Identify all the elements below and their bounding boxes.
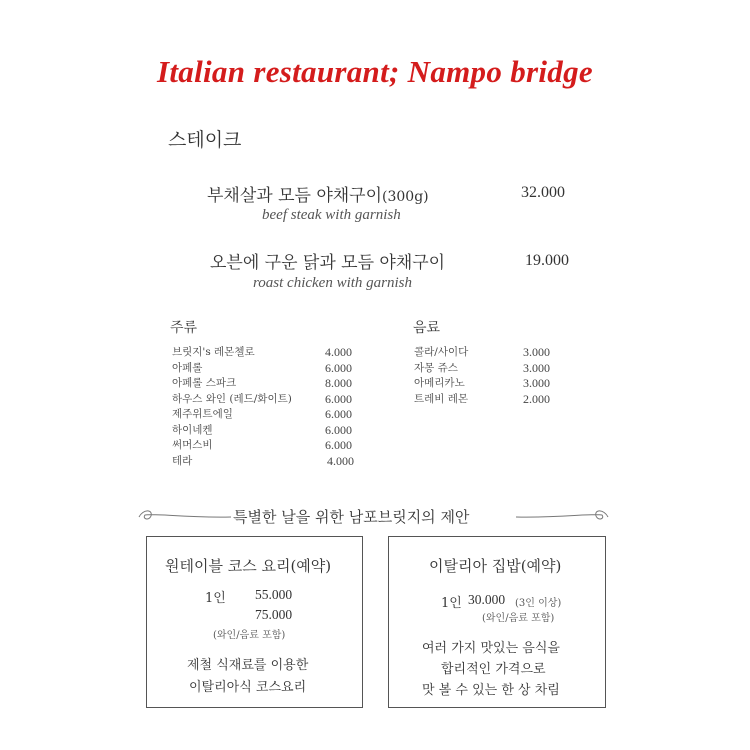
right-flourish-icon [512, 505, 612, 527]
liquor-heading: 주류 [170, 320, 198, 336]
list-item: 제주위트에일 6.000 [172, 407, 352, 421]
special-banner: 특별한 날을 위한 남포브릿지의 제안 [233, 508, 470, 526]
drinks-list [414, 345, 564, 407]
list-item: 테라 4.000 [172, 453, 354, 468]
dish-beef-price: 32.000 [521, 184, 565, 201]
steak-heading: 스테이크 [168, 129, 242, 151]
homemeal-note: (와인/음료 포함) [482, 613, 555, 624]
course-price-2: 75.000 [255, 607, 293, 622]
dish-chicken-name-en: roast chicken with garnish [253, 275, 413, 291]
list-item: 자몽 쥬스 3.000 [414, 360, 550, 375]
list-item: 아페롤 6.000 [172, 360, 352, 375]
drinks-heading: 음료 [413, 320, 441, 336]
course-heading: 원테이블 코스 요리(예약) [165, 557, 332, 575]
dish-beef-name [207, 181, 429, 206]
homemeal-heading: 이탈리아 집밥(예약) [429, 557, 562, 575]
homemeal-min: (3인 이상) [515, 598, 562, 609]
course-desc-2: 이탈리아식 코스요리 [189, 680, 307, 695]
course-note: (와인/음료 포함) [213, 630, 286, 641]
list-item: 브릿지's 레몬첼로 4.000 [172, 345, 352, 359]
list-item: 콜라/사이다 3.000 [414, 345, 550, 359]
liquor-list [172, 345, 362, 469]
left-flourish-icon [135, 505, 235, 527]
homemeal-desc-3: 맛 볼 수 있는 한 상 차림 [422, 683, 560, 698]
course-price-1: 55.000 [255, 587, 293, 602]
course-box [146, 536, 363, 708]
course-desc-1: 제철 식재료를 이용한 [187, 658, 309, 673]
page-title: Italian restaurant; Nampo bridge [157, 54, 593, 89]
dish-chicken-name: 오븐에 구운 닭과 모듬 야채구이 [210, 253, 446, 273]
list-item: 하우스 와인 (레드/화이트) 6.000 [172, 391, 352, 406]
dish-beef-name-ko: 부채살과 모듬 야채구이 [207, 186, 383, 206]
homemeal-desc-1: 여러 가지 맛있는 음식을 [422, 641, 560, 656]
course-person: 1인 [205, 591, 226, 606]
homemeal-price: 30.000 [468, 592, 506, 607]
dish-beef-weight: (300g) [382, 189, 429, 205]
list-item: 써머스비 6.000 [172, 438, 352, 452]
list-item: 아페롤 스파크 8.000 [172, 376, 352, 390]
list-item: 트레비 레몬 2.000 [414, 391, 550, 406]
dish-beef-name-en: beef steak with garnish [262, 207, 401, 223]
dish-chicken-price: 19.000 [525, 252, 569, 269]
homemeal-person: 1인 [441, 596, 462, 611]
list-item: 하이네켄 6.000 [172, 422, 352, 437]
list-item: 아메리카노 3.000 [414, 376, 550, 390]
homemeal-box [388, 536, 606, 708]
homemeal-desc-2: 합리적인 가격으로 [441, 662, 546, 677]
